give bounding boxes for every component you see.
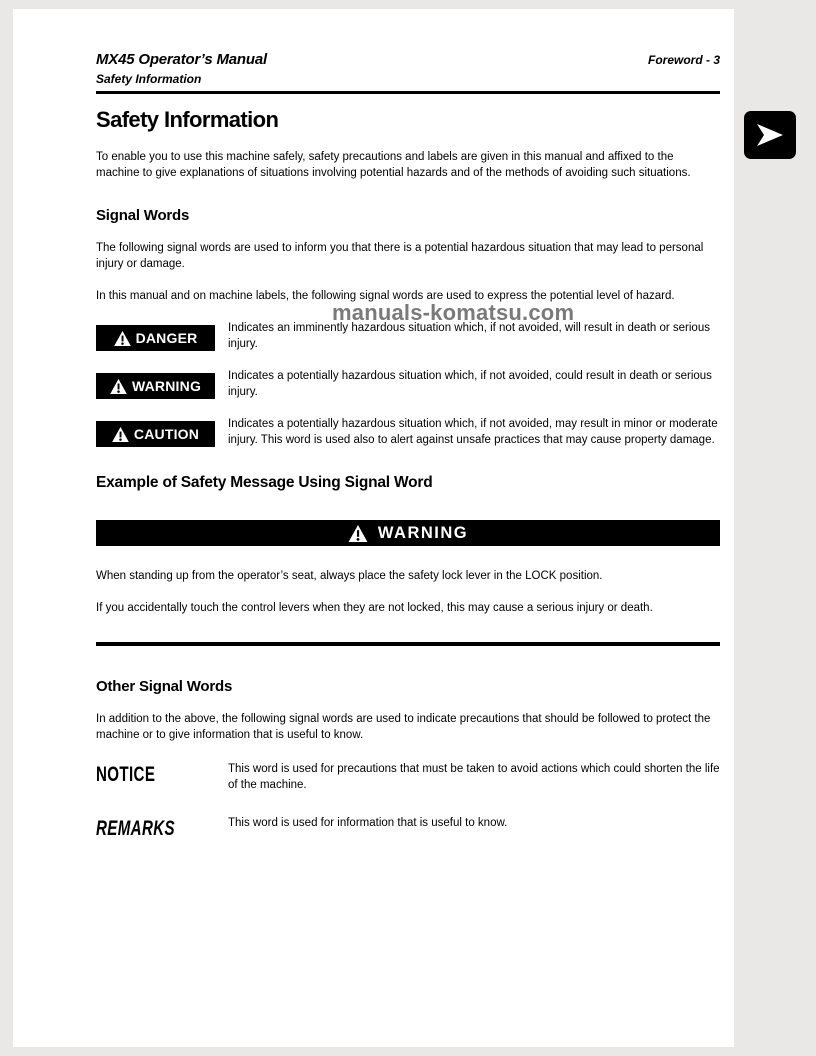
page-header xyxy=(96,51,720,68)
remarks-label: REMARKS xyxy=(96,817,175,840)
section-divider xyxy=(96,642,720,646)
page-title: Safety Information xyxy=(96,107,279,132)
danger-description: Indicates an imminently hazardous situation which, if not avoided, will result in death or serious injury. xyxy=(228,322,710,350)
caution-label-plate xyxy=(96,421,215,447)
warning-description: Indicates a potentially hazardous situation which, if not avoided, could result in death or serious injury. xyxy=(228,370,712,398)
notice-description: This word is used for precautions that must be taken to avoid actions which could shorten the life of the machine. xyxy=(228,763,720,791)
notice-row xyxy=(96,761,720,793)
example-paragraph-1: When standing up from the operator’s seat, always place the safety lock lever in the LOCK position. xyxy=(96,570,603,582)
page-reference: Foreword - 3 xyxy=(647,53,720,67)
other-signal-words-paragraph: In addition to the above, the following signal words are used to indicate precautions that should be followed to protect the machine or to give information that is useful to know. xyxy=(96,713,711,741)
signal-words-paragraph-1: The following signal words are used to inform you that there is a potential hazardous situation that may lead to personal injury or damage. xyxy=(96,242,704,270)
warning-label-text: WARNING xyxy=(131,378,202,394)
page-content xyxy=(96,9,720,841)
caution-description: Indicates a potentially hazardous situation which, if not avoided, may result in minor or moderate injury. This word is used also to alert against unsafe practices that may cause property damage. xyxy=(228,418,718,446)
caution-label-text: CAUTION xyxy=(133,426,200,442)
intro-paragraph: To enable you to use this machine safely, safety precautions and labels are given in this manual and affixed to the machine to give explanations of situations involving potential hazards and of the methods of avoiding such situations. xyxy=(96,151,691,179)
other-signal-words-heading: Other Signal Words xyxy=(96,678,233,695)
warning-triangle-icon xyxy=(114,331,131,346)
next-arrow-icon xyxy=(755,122,785,148)
example-heading: Example of Safety Message Using Signal Word xyxy=(96,474,433,491)
signal-words-paragraph-2: In this manual and on machine labels, the following signal words are used to express the potential level of hazard. xyxy=(96,290,675,302)
warning-triangle-icon xyxy=(110,379,127,394)
warning-triangle-icon xyxy=(112,427,129,442)
danger-label-plate xyxy=(96,325,215,351)
warning-banner xyxy=(96,520,720,546)
remarks-description: This word is used for information that is useful to know. xyxy=(228,817,508,829)
next-page-button[interactable] xyxy=(744,111,796,159)
header-divider xyxy=(96,91,720,94)
danger-label-text: DANGER xyxy=(135,330,198,346)
remarks-row xyxy=(96,815,720,841)
signal-words-heading: Signal Words xyxy=(96,207,190,224)
signal-word-row-warning xyxy=(96,368,720,400)
manual-title: MX45 Operator’s Manual xyxy=(96,51,267,68)
watermark-text: manuals-komatsu.com xyxy=(332,300,575,325)
example-paragraph-2: If you accidentally touch the control levers when they are not locked, this may cause a serious injury or death. xyxy=(96,602,653,614)
warning-label-plate xyxy=(96,373,215,399)
warning-banner-text: WARNING xyxy=(377,523,469,542)
warning-triangle-icon xyxy=(348,525,368,542)
watermarked-paragraph-wrap xyxy=(96,288,720,325)
header-section-name: Safety Information xyxy=(96,72,202,86)
signal-word-row-caution xyxy=(96,416,720,448)
notice-label: NOTICE xyxy=(96,763,156,786)
manual-page xyxy=(13,9,734,1047)
